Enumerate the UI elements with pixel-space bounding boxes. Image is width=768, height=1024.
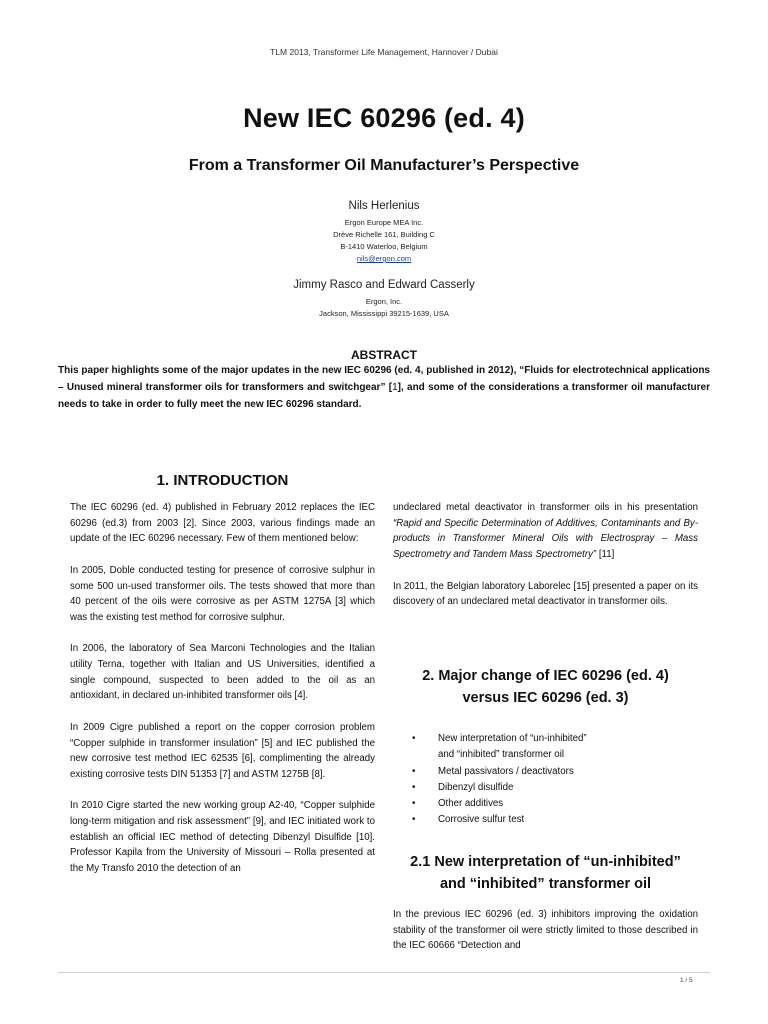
abstract-text-1: This paper highlights some of the major updates in the new IEC 60296 (ed. 4, published in 2012), “Fluids for electrotechnical applications – Unused mineral transformer oils for transformers and switchgear” [ [58, 365, 710, 394]
bullet-text: Corrosive sulfur test [438, 814, 525, 826]
author-2-city: Jackson, Mississippi 39215-1639, USA [319, 309, 449, 318]
list-item [412, 780, 692, 796]
page-number: 1 / 5 [680, 977, 693, 984]
section-2-bullet-list [412, 731, 692, 829]
section-2-1-paragraph-1: In the previous IEC 60296 (ed. 3) inhibitors improving the oxidation stability of the transformer oil were strictly limited to those described in the IEC 60666 “Detection and [393, 909, 698, 952]
section-2-heading-line-1: 2. Major change of IEC 60296 (ed. 4) [422, 668, 669, 684]
bullet-icon: • [412, 765, 416, 777]
bullet-text: Other additives [438, 798, 504, 810]
intro-paragraph-6-text: undeclared metal deactivator in transformer oils in his presentation [393, 502, 698, 513]
bullet-icon: • [412, 798, 416, 810]
author-1-name: Nils Herlenius [348, 200, 420, 212]
section-2-heading-line-2: versus IEC 60296 (ed. 3) [462, 690, 629, 706]
intro-paragraph-6-italic: “Rapid and Specific Determination of Additives, Contaminants and By-products in Transformer Mineral Oils with Electrospray – Mass Spectrometry and Tandem Mass Spectrometry” [393, 517, 698, 561]
paper-subtitle: From a Transformer Oil Manufacturer’s Perspective [188, 157, 580, 174]
list-item [412, 764, 692, 780]
bullet-text-continued: and “inhibited” transformer oil [438, 749, 564, 761]
author-2-org: Ergon, Inc. [365, 297, 403, 306]
paper-title: New IEC 60296 (ed. 4) [243, 103, 525, 133]
abstract-body [58, 362, 710, 414]
bullet-icon: • [412, 733, 416, 744]
left-column [70, 500, 375, 877]
footer-divider [58, 972, 710, 973]
intro-paragraph-1: The IEC 60296 (ed. 4) published in February 2012 replaces the IEC 60296 (ed.3) from 2003 [2]. Since 2003, various findings made an update of the IEC 60296 necessary. Few of them mentioned below: [70, 502, 375, 545]
intro-paragraph-6 [393, 500, 698, 563]
bullet-text: Dibenzyl disulfide [438, 781, 514, 793]
section-2-1-heading-line-1: 2.1 New interpretation of “un-inhibited” [410, 854, 681, 870]
list-item [412, 812, 692, 828]
intro-paragraph-3: In 2006, the laboratory of Sea Marconi Technologies and the Italian utility Terna, together with Italian and US Universities, identified a single compound, suspected to been added to the oil as an antioxidant, in declared un-inhibited transformer oils [4]. [70, 643, 375, 702]
author-2-name: Jimmy Rasco and Edward Casserly [293, 279, 475, 291]
intro-paragraph-6-ref: [11] [596, 549, 615, 561]
abstract-heading: ABSTRACT [351, 348, 417, 362]
right-column [393, 500, 698, 610]
author-1-city: B-1410 Waterloo, Belgium [340, 242, 428, 251]
intro-paragraph-4: In 2009 Cigre published a report on the copper corrosion problem “Copper sulphide in transformer insulation” [5] and IEC published the new corrosive test method IEC 62535 [6], complimenting the already existing corrosive tests DIN 51353 [7] and ASTM 1275B [8]. [70, 721, 375, 780]
list-item [412, 731, 692, 764]
intro-paragraph-5: In 2010 Cigre started the new working group A2-40, “Copper sulphide long-term mitigation and risk assessment” [9], and IEC initiated work to establish an official IEC method of detecting Dibenzyl Disulfide [10]. Professor Kapila from the University of Missouri – Rolla presented at the My Transfo 2010 the detection of an [70, 800, 375, 875]
author-1-org: Ergon Europe MEA Inc. [344, 218, 424, 227]
list-item [412, 796, 692, 812]
bullet-text: New interpretation of “un-inhibited” [438, 733, 587, 744]
running-header: TLM 2013, Transformer Life Management, Hannover / Dubai [270, 47, 498, 57]
abstract-ref: 1 [392, 382, 398, 394]
section-1-heading: 1. INTRODUCTION [156, 472, 289, 489]
author-1-email-link[interactable]: nils@ergon.com [356, 254, 412, 263]
intro-paragraph-7: In 2011, the Belgian laboratory Laborelec [15] presented a paper on its discovery of an undeclared metal deactivator in transformer oils. [393, 580, 698, 608]
abstract-text-2: ], and some of the considerations a transformer oil manufacturer needs to take in order to fully meet the new IEC 60296 standard. [58, 382, 710, 411]
bullet-icon: • [412, 781, 416, 793]
section-2-1-heading-line-2: and “inhibited” transformer oil [439, 876, 652, 892]
bullet-text: Metal passivators / deactivators [438, 765, 574, 777]
author-1-street: Drève Richelle 161, Building C [333, 230, 435, 239]
bullet-icon: • [412, 814, 416, 826]
intro-paragraph-2: In 2005, Doble conducted testing for presence of corrosive sulphur in some 500 un-used transformer oils. The tests showed that more than 40 percent of the oils were corrosive as per ASTM 1275A [3] which was the existing test method for corrosive sulphur. [70, 564, 375, 623]
